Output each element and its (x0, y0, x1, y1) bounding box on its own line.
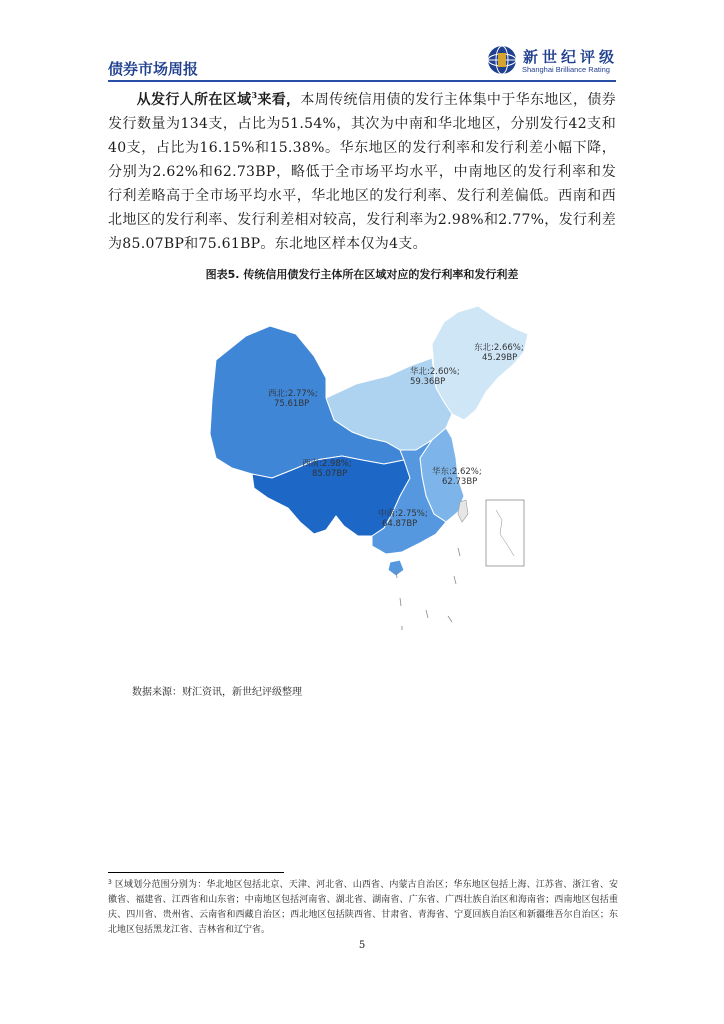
label-central-south-spread: 64.87BP (382, 519, 418, 529)
label-east-rate: 华东:2.62%; (432, 467, 482, 477)
footnote (108, 878, 618, 938)
logo-english-name: Shanghai Brilliance Rating (522, 65, 610, 74)
page-number: 5 (358, 940, 366, 951)
paragraph-lead: 从发行人所在区域$^3$来看， (136, 90, 301, 108)
label-northeast-rate: 东北:2.66%; (474, 343, 524, 353)
paragraph-text: 本周传统信用债的发行主体集中于华东地区，债券发行数量为134支，占比为51.54%，其次为中南和华北地区，分别发行42支和40支，占比为16.15%和15.38%。华东地区的发行利率和发行利差小幅下降，分别为2.62%和62.73BP，略低于全市场平均水平，中南地区的发行利率和发行利差略高于全市场平均水平，华北地区的发行利率、发行利差偏低。西南和西北地区的发行利率、发行利差相对较高，发行利率为2.98%和2.77%，发行利差为85.07BP和75.61BP。东北地区样本仅为4支。 (108, 92, 616, 252)
globe-logo-icon (487, 45, 517, 75)
footnote-text: 区域划分范围分别为：华北地区包括北京、天津、河北省、山西省、内蒙古自治区；华东地区包括上海、江苏省、浙江省、安徽省、福建省、江西省和山东省；中南地区包括河南省、湖北省、湖南省、广东省、广西壮族自治区和海南省；西南地区包括重庆、四川省、贵州省、云南省和西藏自治区；西北地区包括陕西省、甘肃省、青海省、宁夏回族自治区和新疆维吾尔自治区；东北地区包括黑龙江省、吉林省和辽宁省。 (108, 880, 618, 935)
footnote-divider (108, 872, 284, 873)
logo-chinese-name: 新世纪评级 (523, 48, 619, 66)
label-northeast-spread: 45.29BP (482, 353, 518, 363)
report-title: 债券市场周报 (108, 60, 199, 78)
label-east-spread: 62.73BP (442, 477, 478, 487)
label-north-rate: 华北:2.60%; (410, 367, 460, 377)
sea-boundary-dashes (396, 548, 460, 630)
china-region-map (196, 300, 536, 630)
region-hainan (388, 560, 404, 576)
label-northwest-spread: 75.61BP (274, 399, 310, 409)
figure-caption: 图表5. 传统信用债发行主体所在区域对应的发行利率和发行利差 (205, 268, 519, 281)
south-sea-inset (486, 500, 524, 566)
region-northeast (432, 306, 528, 420)
label-central-south-rate: 中南:2.75%; (378, 509, 428, 519)
company-logo (487, 44, 617, 78)
label-southwest-rate: 西南:2.98%; (302, 459, 352, 469)
label-northwest-rate: 西北:2.77%; (268, 389, 318, 399)
label-north-spread: 59.36BP (410, 377, 446, 387)
data-source: 数据来源：财汇资讯，新世纪评级整理 (132, 687, 302, 698)
footnote-ref[interactable]: 3 (251, 90, 258, 100)
header-divider (108, 80, 616, 82)
body-paragraph (108, 88, 616, 256)
label-southwest-spread: 85.07BP (312, 469, 348, 479)
region-taiwan (458, 500, 468, 522)
footnote-mark: 3 (108, 879, 112, 886)
